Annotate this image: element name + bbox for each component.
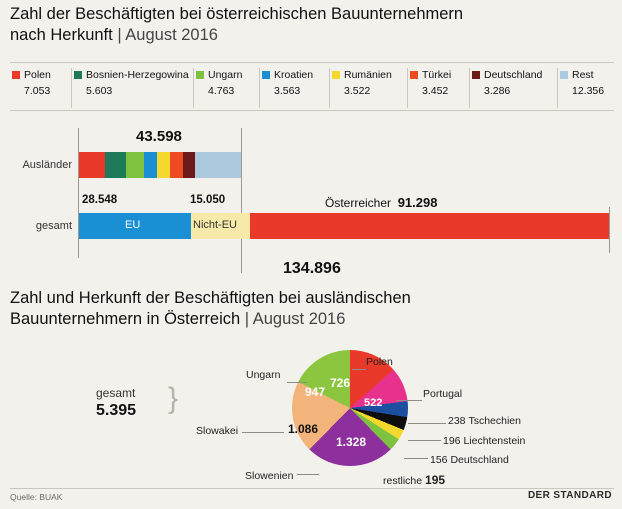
legend-swatch-icon — [74, 71, 82, 79]
legend-value: 3.286 — [484, 85, 511, 97]
leader-line — [242, 432, 284, 433]
divider-legend-bottom — [10, 110, 614, 111]
pie-chart — [0, 340, 622, 490]
title1-sep: | — [112, 26, 126, 44]
leader-line — [408, 423, 446, 424]
legend-value: 7.053 — [24, 85, 51, 97]
pie-label-liechtenstein: 196 Liechtenstein — [443, 435, 526, 447]
pie-label-tschechien: 238 Tschechien — [448, 415, 521, 427]
divider-top — [10, 62, 614, 63]
eu-value: 28.548 — [82, 194, 118, 206]
legend-value: 3.452 — [422, 85, 449, 97]
leader-line — [297, 474, 319, 475]
title1-line2: nach Herkunft — [10, 26, 113, 44]
leader-line — [287, 382, 307, 383]
legend-value: 5.603 — [86, 85, 113, 97]
noneu-value: 15.050 — [190, 194, 226, 206]
legend-swatch-icon — [410, 71, 418, 79]
legend-value: 3.522 — [344, 85, 371, 97]
oesterreicher-value: 91.298 — [397, 195, 438, 210]
title1-line1: Zahl der Beschäftigten bei österreichischen Bauunternehmern — [10, 5, 464, 23]
brand-logo: DER STANDARD — [527, 490, 612, 501]
legend-label: Rumänien — [344, 69, 392, 81]
legend-item-ungarn — [194, 68, 260, 108]
segment-kroatien — [144, 152, 157, 178]
legend-swatch-icon — [332, 71, 340, 79]
pie-value-polen: 726 — [330, 376, 351, 390]
title2-date: August 2016 — [252, 310, 346, 328]
pie-value-deutschland: 156 — [430, 454, 448, 466]
legend — [10, 68, 614, 108]
legend-label: Kroatien — [274, 69, 314, 81]
pie-value-tschechien: 238 — [448, 415, 466, 427]
legend-item-polen — [10, 68, 72, 108]
legend-value: 3.563 — [274, 85, 301, 97]
page-title-2 — [10, 288, 614, 330]
pie-value-restliche: 195 — [425, 473, 446, 487]
pie-label-portugal: Portugal — [423, 388, 463, 400]
segment-rest — [195, 152, 241, 178]
legend-label: Türkei — [422, 69, 452, 81]
leader-line — [404, 458, 428, 459]
legend-item-rumaenien — [330, 68, 408, 108]
pie-label-slowakei: Slowakei — [196, 425, 239, 437]
oesterreicher-label: Österreicher — [325, 196, 392, 210]
leader-line — [352, 369, 366, 370]
legend-item-kroatien — [260, 68, 330, 108]
noneu-inbar-label: Nicht-EU — [193, 219, 238, 231]
eu-inbar-label: EU — [125, 219, 141, 231]
legend-swatch-icon — [560, 71, 568, 79]
legend-item-tuerkei — [408, 68, 470, 108]
stack-auslaender — [79, 152, 241, 178]
legend-label: Rest — [572, 69, 594, 81]
stack-gesamt — [79, 213, 609, 239]
pie-label-deutschland: 156 Deutschland — [430, 454, 509, 466]
axis-line-right — [609, 207, 610, 253]
legend-swatch-icon — [262, 71, 270, 79]
legend-swatch-icon — [472, 71, 480, 79]
legend-item-rest — [558, 68, 614, 108]
pie-value-slowenien: 1.328 — [336, 435, 367, 449]
leader-line — [408, 440, 441, 441]
title1-date: August 2016 — [125, 26, 218, 44]
title2-line2: Bauunternehmern in Österreich — [10, 310, 241, 328]
row-label-auslaender: Ausländer — [22, 159, 72, 171]
grand-total: 134.896 — [283, 260, 341, 277]
legend-swatch-icon — [196, 71, 204, 79]
divider-footer — [10, 488, 614, 489]
legend-label: Polen — [24, 69, 51, 81]
pie-label-ungarn: Ungarn — [246, 369, 281, 381]
pie-value-ungarn: 947 — [305, 385, 326, 399]
segment-tuerkei — [170, 152, 183, 178]
legend-swatch-icon — [12, 71, 20, 79]
segment-bosnien-herzegowina — [105, 152, 126, 178]
leader-line — [396, 400, 422, 401]
bar-chart — [0, 112, 622, 277]
segment-oesterreicher — [250, 213, 609, 239]
legend-value: 12.356 — [572, 85, 605, 97]
oesterreicher-callout — [325, 195, 437, 210]
source-note: Quelle: BUAK — [10, 492, 63, 502]
brace-icon: } — [168, 382, 179, 415]
segment-ungarn — [126, 152, 144, 178]
row-label-gesamt: gesamt — [35, 220, 72, 232]
legend-item-deutschland — [470, 68, 558, 108]
pie-value-portugal: 522 — [364, 397, 383, 409]
legend-value: 4.763 — [208, 85, 235, 97]
legend-label: Bosnien-Herzegowina — [86, 69, 189, 81]
axis-line-auslaender-end — [241, 128, 242, 273]
segment-deutschland — [183, 152, 195, 178]
segment-rumaenien — [157, 152, 170, 178]
auslaender-total: 43.598 — [136, 128, 182, 145]
pie-total-label: gesamt — [96, 386, 136, 400]
page-title-1 — [10, 4, 614, 46]
pie-label-restliche: restliche 195 — [383, 473, 446, 487]
legend-label: Ungarn — [208, 69, 243, 81]
pie-value-slowakei: 1.086 — [288, 422, 319, 436]
legend-label: Deutschland — [484, 69, 543, 81]
pie-value-liechtenstein: 196 — [443, 435, 461, 447]
segment-polen — [79, 152, 105, 178]
pie-total-value: 5.395 — [96, 402, 137, 419]
title2-sep: | — [240, 310, 253, 328]
pie-label-slowenien: Slowenien — [245, 470, 294, 482]
title2-line1: Zahl und Herkunft der Beschäftigten bei ausländischen — [10, 289, 411, 307]
pie-label-polen: Polen — [366, 356, 393, 368]
legend-item-bosnien-herzegowina — [72, 68, 194, 108]
